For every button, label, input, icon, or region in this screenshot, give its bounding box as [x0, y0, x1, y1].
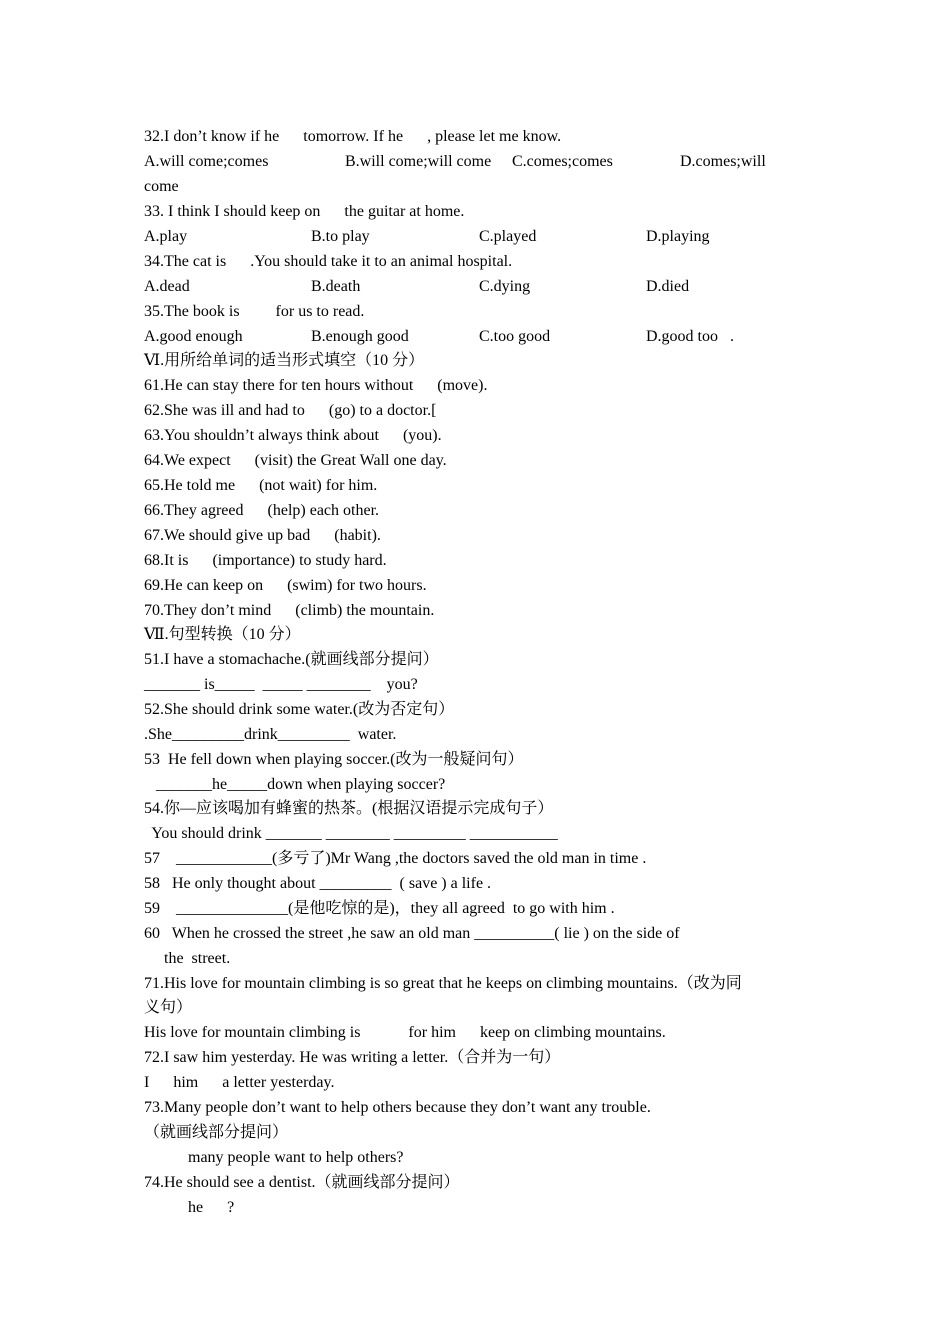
- section6-item: 65.He told me (not wait) for him.: [144, 477, 378, 494]
- section7-line: he ?: [144, 1199, 235, 1216]
- q35-option-d: D.good too .: [646, 328, 734, 345]
- q33-stem: 33. I think I should keep on the guitar at home.: [144, 203, 465, 220]
- q33-option-d: D.playing: [646, 228, 710, 245]
- section7-line: His love for mountain climbing is for him keep on climbing mountains.: [144, 1024, 666, 1041]
- section7-line: 74.He should see a dentist.（就画线部分提问）: [144, 1174, 460, 1191]
- section7-line: 51.I have a stomachache.(就画线部分提问）: [144, 651, 439, 668]
- section7-line: _______ is_____ _____ ________ you?: [144, 676, 418, 693]
- section7-line: 72.I saw him yesterday. He was writing a letter.（合并为一句）: [144, 1049, 561, 1066]
- q32-option-d: D.comes;will: [680, 153, 766, 170]
- q35-option-b: B.enough good: [311, 328, 409, 345]
- section6-item: 63.You shouldn’t always think about (you).: [144, 427, 442, 444]
- section7-line: the street.: [144, 950, 231, 967]
- section6-item: 69.He can keep on (swim) for two hours.: [144, 577, 427, 594]
- section7-line: many people want to help others?: [144, 1149, 404, 1166]
- q32-option-d-wrap: come: [144, 178, 179, 195]
- section7-line: 59 ______________(是他吃惊的是)，they all agreed to go with him .: [144, 900, 615, 917]
- q32-stem: 32.I don’t know if he tomorrow. If he , please let me know.: [144, 128, 562, 145]
- q34-option-a: A.dead: [144, 278, 190, 295]
- section7-line: .She_________drink_________ water.: [144, 726, 397, 743]
- q33-option-b: B.to play: [311, 228, 370, 245]
- q32-option-c: C.comes;comes: [512, 153, 613, 170]
- section7-line: 义句）: [144, 999, 193, 1016]
- section7-line: 60 When he crossed the street ,he saw an old man __________( lie ) on the side of: [144, 925, 680, 942]
- section7-line: 71.His love for mountain climbing is so great that he keeps on climbing mountains.（改为同: [144, 975, 742, 992]
- section7-line: （就画线部分提问）: [144, 1124, 289, 1141]
- section7-line: 58 He only thought about _________ ( save ) a life .: [144, 875, 492, 892]
- q34-stem: 34.The cat is .You should take it to an animal hospital.: [144, 253, 513, 270]
- section6-heading: Ⅵ.用所给单词的适当形式填空（10 分）: [144, 352, 425, 369]
- section7-line: _______he_____down when playing soccer?: [144, 776, 446, 793]
- q34-option-b: B.death: [311, 278, 361, 295]
- section6-item: 62.She was ill and had to (go) to a doctor.[: [144, 402, 437, 419]
- section7-line: I him a letter yesterday.: [144, 1074, 335, 1091]
- section7-heading: Ⅶ.句型转换（10 分）: [144, 626, 301, 643]
- q32-option-a: A.will come;comes: [144, 153, 269, 170]
- section6-item: 68.It is (importance) to study hard.: [144, 552, 387, 569]
- q32-option-b: B.will come;will come: [345, 153, 492, 170]
- section7-line: You should drink _______ ________ _________ ___________: [144, 825, 558, 842]
- section6-item: 70.They don’t mind (climb) the mountain.: [144, 602, 435, 619]
- q33-option-a: A.play: [144, 228, 188, 245]
- section7-line: 73.Many people don’t want to help others because they don’t want any trouble.: [144, 1099, 651, 1116]
- section6-item: 66.They agreed (help) each other.: [144, 502, 380, 519]
- section7-line: 52.She should drink some water.(改为否定句）: [144, 701, 455, 718]
- q34-option-c: C.dying: [479, 278, 531, 295]
- q35-option-a: A.good enough: [144, 328, 243, 345]
- section6-item: 61.He can stay there for ten hours without (move).: [144, 377, 488, 394]
- q34-option-d: D.died: [646, 278, 690, 295]
- q35-option-c: C.too good: [479, 328, 551, 345]
- q35-stem: 35.The book is for us to read.: [144, 303, 365, 320]
- section6-item: 67.We should give up bad (habit).: [144, 527, 381, 544]
- section7-line: 57 ____________(多亏了)Mr Wang ,the doctors saved the old man in time .: [144, 850, 647, 867]
- q33-option-c: C.played: [479, 228, 537, 245]
- section7-line: 54.你—应该喝加有蜂蜜的热茶。(根据汉语提示完成句子）: [144, 800, 554, 817]
- section7-line: 53 He fell down when playing soccer.(改为一般疑问句）: [144, 751, 524, 768]
- section6-item: 64.We expect (visit) the Great Wall one day.: [144, 452, 447, 469]
